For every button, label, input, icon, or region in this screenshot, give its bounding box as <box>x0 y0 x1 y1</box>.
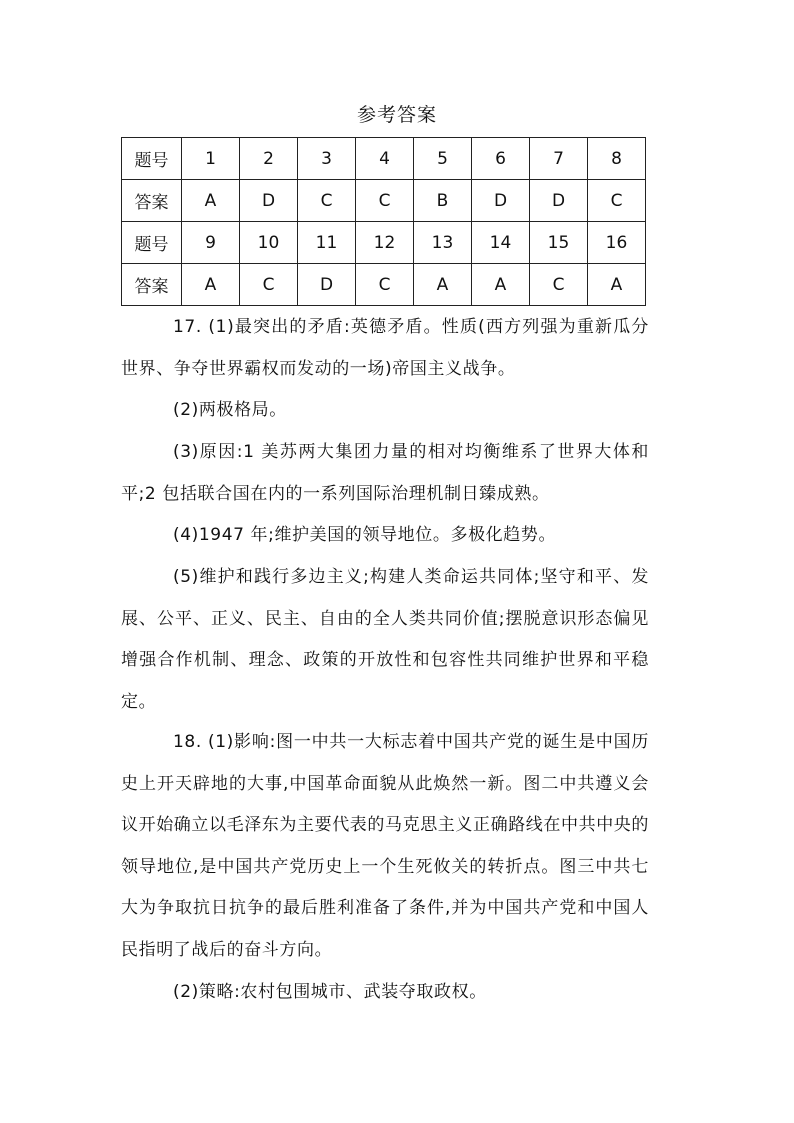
table-cell: C <box>356 264 414 306</box>
table-cell: 6 <box>472 138 530 180</box>
answer-17-part-3: (3)原因:1 美苏两大集团力量的相对均衡维系了世界大体和平;2 包括联合国在内的一系列国际治理机制日臻成熟。 <box>121 442 649 504</box>
table-cell: 10 <box>240 222 298 264</box>
table-cell: 2 <box>240 138 298 180</box>
table-cell: 7 <box>530 138 588 180</box>
table-cell: C <box>356 180 414 222</box>
row-label: 题号 <box>122 138 182 180</box>
row-label: 答案 <box>122 180 182 222</box>
table-row <box>122 138 646 180</box>
table-cell: 11 <box>298 222 356 264</box>
row-label: 答案 <box>122 264 182 306</box>
answer-17-part-4: (4)1947 年;维护美国的领导地位。多极化趋势。 <box>173 525 557 545</box>
table-cell: A <box>182 264 240 306</box>
table-cell: 4 <box>356 138 414 180</box>
answer-17-part-2: (2)两极格局。 <box>173 400 287 420</box>
row-label: 题号 <box>122 222 182 264</box>
table-cell: 15 <box>530 222 588 264</box>
table-cell: C <box>240 264 298 306</box>
table-cell: A <box>472 264 530 306</box>
answer-18-part-1: 18. (1)影响:图一中共一大标志着中国共产党的诞生是中国历史上开天辟地的大事,中国革命面貌从此焕然一新。图二中共遵义会议开始确立以毛泽东为主要代表的马克思主义正确路线在中共中央的领导地位,是中国共产党历史上一个生死攸关的转折点。图三中共七大为争取抗日抗争的最后胜利准备了条件,并为中国共产党和中国人民指明了战后的奋斗方向。 <box>121 732 649 960</box>
page-title: 参考答案 <box>356 104 437 126</box>
table-row <box>122 264 646 306</box>
table-cell: B <box>414 180 472 222</box>
table-cell: C <box>530 264 588 306</box>
table-cell: A <box>414 264 472 306</box>
table-cell: 13 <box>414 222 472 264</box>
answer-17-part-1: 17. (1)最突出的矛盾:英德矛盾。性质(西方列强为重新瓜分世界、争夺世界霸权而发动的一场)帝国主义战争。 <box>121 317 649 379</box>
answer-18-part-2: (2)策略:农村包围城市、武装夺取政权。 <box>173 982 487 1002</box>
table-cell: 5 <box>414 138 472 180</box>
answer-17-part-5: (5)维护和践行多边主义;构建人类命运共同体;坚守和平、发展、公平、正义、民主、自由的全人类共同价值;摆脱意识形态偏见增强合作机制、理念、政策的开放性和包容性共同维护世界和平稳定。 <box>121 567 649 712</box>
table-row <box>122 222 646 264</box>
answer-table <box>121 137 646 306</box>
table-cell: C <box>588 180 646 222</box>
table-cell: A <box>588 264 646 306</box>
table-cell: 3 <box>298 138 356 180</box>
table-row <box>122 180 646 222</box>
table-cell: 1 <box>182 138 240 180</box>
table-cell: 8 <box>588 138 646 180</box>
table-cell: 9 <box>182 222 240 264</box>
table-cell: D <box>472 180 530 222</box>
table-cell: C <box>298 180 356 222</box>
table-cell: 14 <box>472 222 530 264</box>
table-cell: 12 <box>356 222 414 264</box>
table-cell: D <box>240 180 298 222</box>
table-cell: 16 <box>588 222 646 264</box>
table-cell: D <box>298 264 356 306</box>
table-cell: D <box>530 180 588 222</box>
table-cell: A <box>182 180 240 222</box>
